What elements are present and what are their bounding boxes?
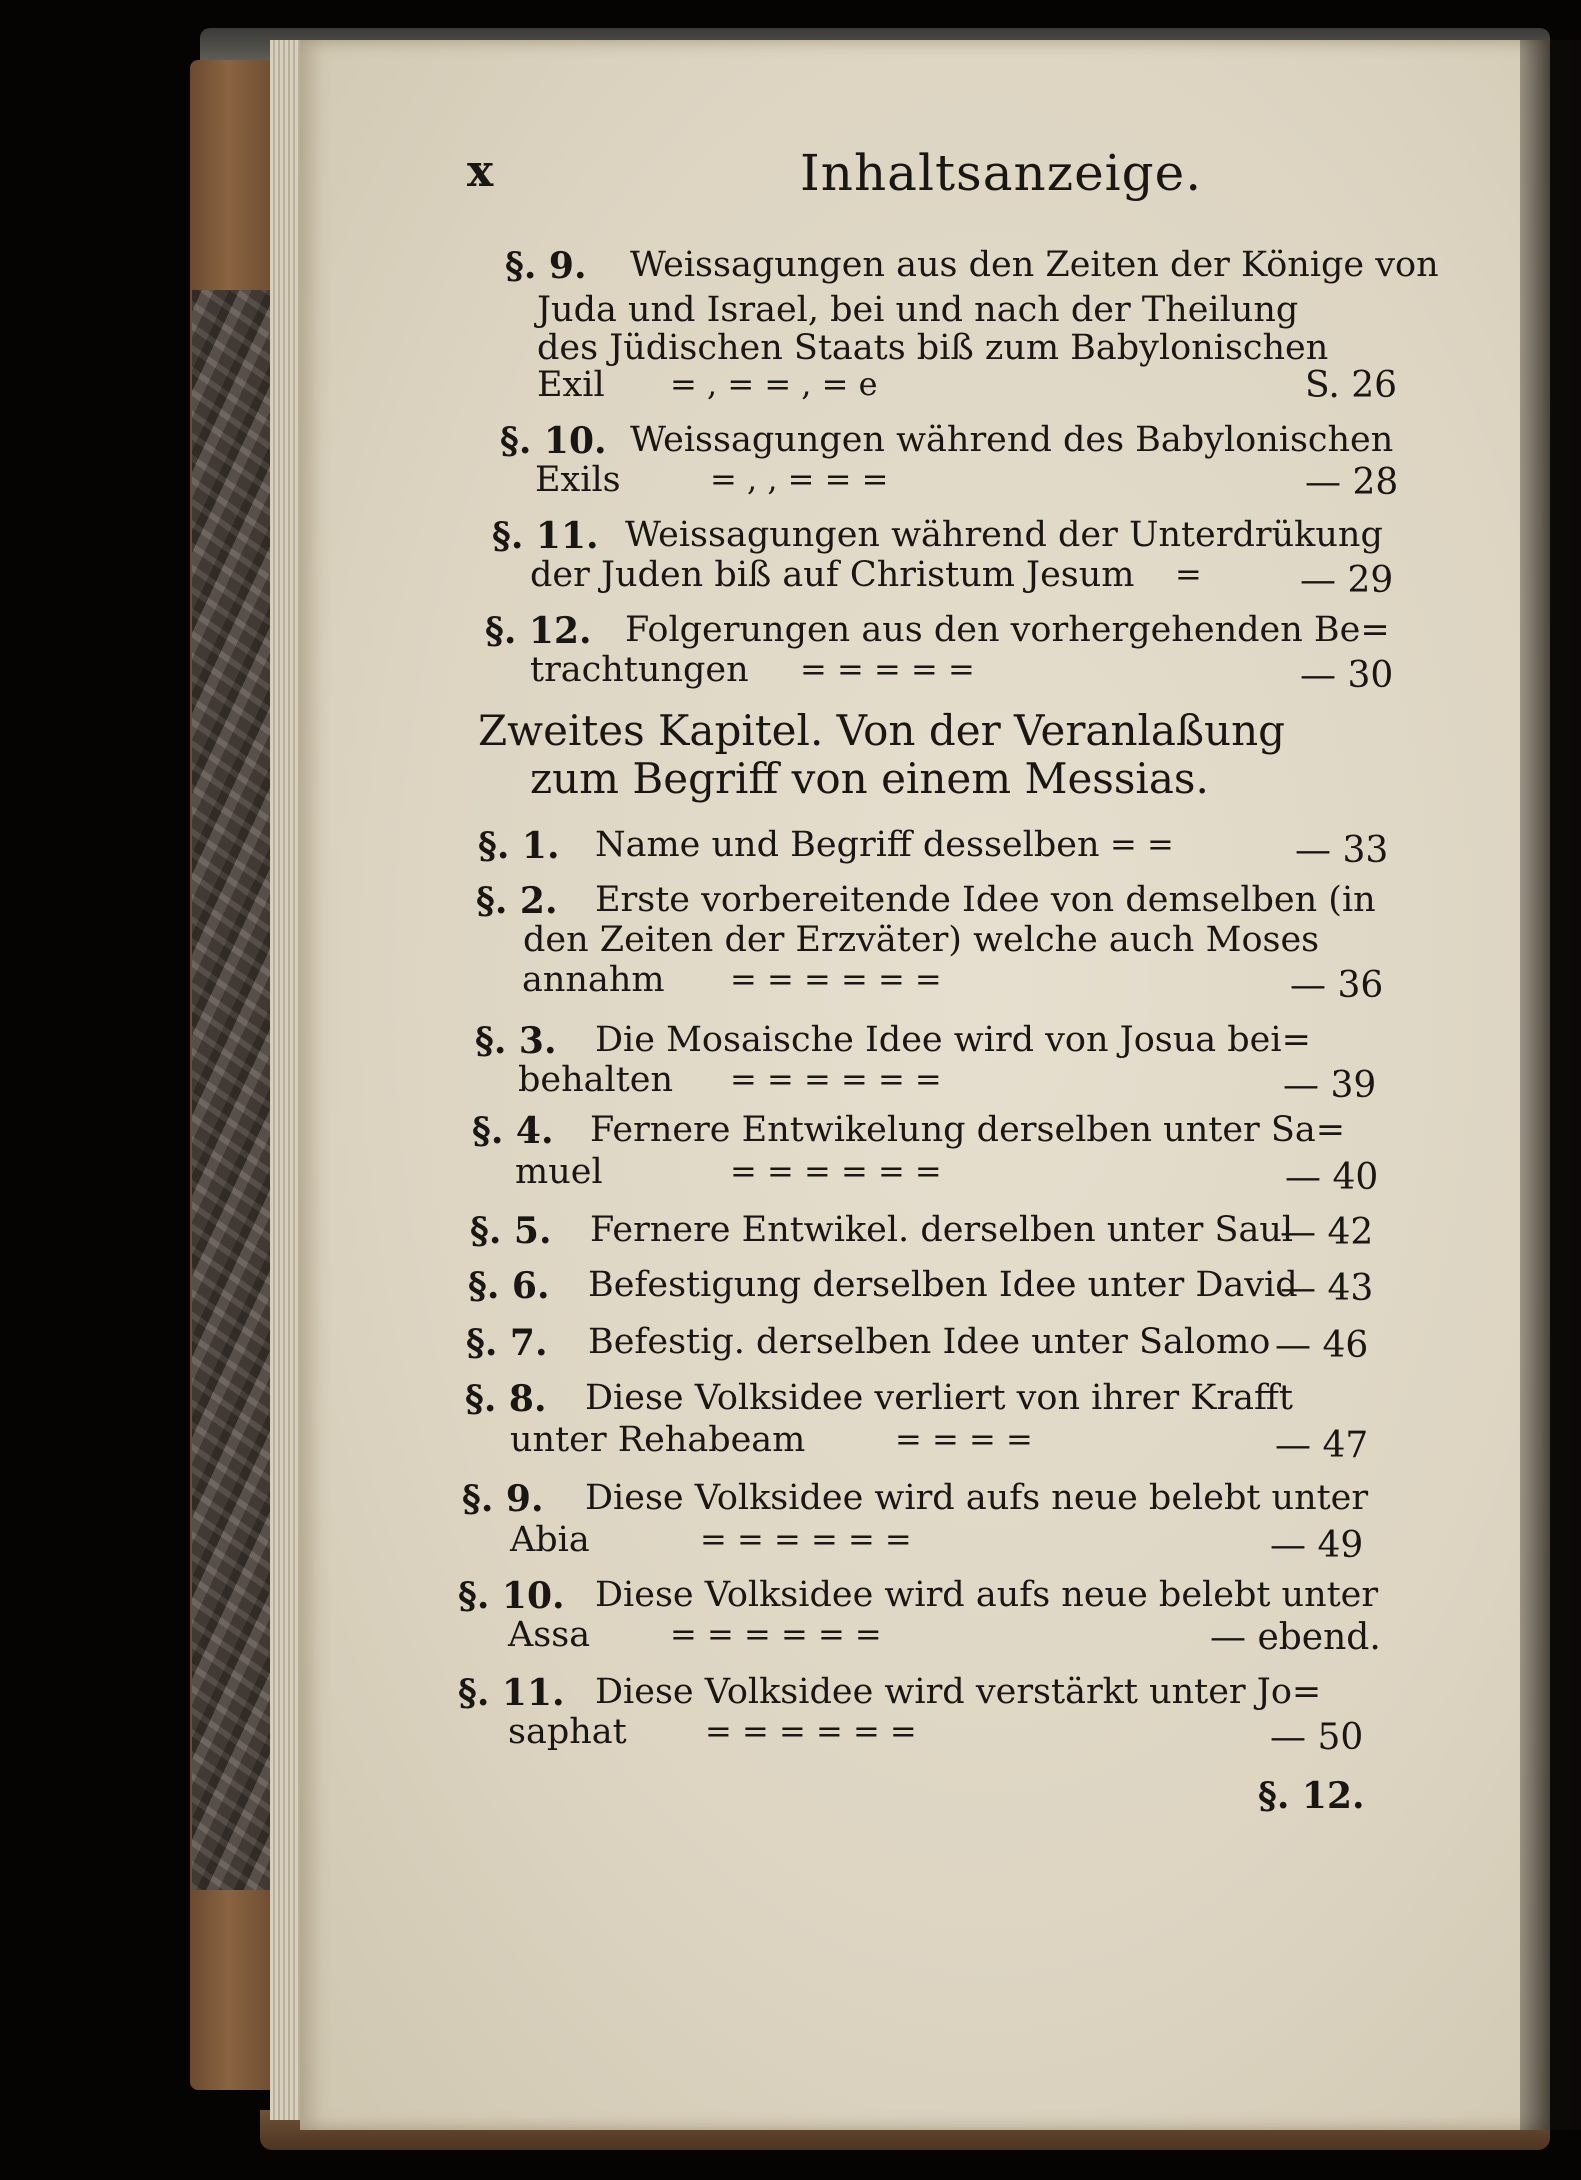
entry-line: Exil xyxy=(537,365,605,405)
entry-line: annahm xyxy=(522,960,665,1000)
page-ref: — 29 xyxy=(1300,560,1394,601)
section-number: §. 2. xyxy=(476,880,558,922)
section-number: §. 6. xyxy=(468,1265,550,1307)
entry-line: Abia xyxy=(510,1520,590,1560)
entry-line: Fernere Entwikelung derselben unter Sa= xyxy=(590,1110,1346,1150)
gutter-shadow xyxy=(1520,40,1581,2130)
page-ref: — 46 xyxy=(1275,1325,1369,1366)
leader-dots: = = = = = = xyxy=(730,960,942,998)
entry-line: Folgerungen aus den vorhergehenden Be= xyxy=(625,610,1390,650)
entry-line: Assa xyxy=(508,1615,591,1655)
entry-line: den Zeiten der Erzväter) welche auch Moses xyxy=(523,920,1320,960)
entry-line: Fernere Entwikel. derselben unter Saul xyxy=(590,1210,1294,1250)
section-number: §. 9. xyxy=(505,245,587,287)
page-ref: — 49 xyxy=(1270,1525,1364,1566)
leader-dots: = = = = = xyxy=(800,650,975,688)
entry-line: behalten xyxy=(518,1060,674,1100)
section-number: §. 8. xyxy=(465,1378,547,1420)
page-ref: — 50 xyxy=(1270,1717,1364,1758)
entry-line: Name und Begriff desselben xyxy=(595,825,1100,865)
leader-dots: = = = = = = xyxy=(700,1520,912,1558)
page-ref: — 42 xyxy=(1280,1212,1374,1253)
entry-line: unter Rehabeam xyxy=(510,1420,806,1460)
entry-line: trachtungen xyxy=(530,650,749,690)
leader-dots: = = xyxy=(1110,825,1174,863)
page-ref: — 40 xyxy=(1285,1157,1379,1198)
page-ref: — 39 xyxy=(1283,1065,1377,1106)
entry-line: Erste vorbereitende Idee von demselben (in xyxy=(595,880,1376,920)
entry-line: Weissagungen während des Babylonischen xyxy=(630,420,1394,460)
section-number: §. 3. xyxy=(475,1020,557,1062)
entry-line: Weissagungen während der Unterdrükung xyxy=(625,515,1383,555)
page-ref: — 36 xyxy=(1290,965,1384,1006)
entry-line: Weissagungen aus den Zeiten der Könige von xyxy=(630,245,1439,285)
entry-line: saphat xyxy=(508,1712,627,1752)
section-number: §. 4. xyxy=(472,1110,554,1152)
leader-dots: = = = = = = xyxy=(705,1712,917,1750)
page-ref: — 47 xyxy=(1275,1425,1369,1466)
entry-line: Diese Volksidee wird verstärkt unter Jo= xyxy=(595,1672,1322,1712)
page-ref: — ebend. xyxy=(1210,1617,1381,1658)
section-number: §. 10. xyxy=(458,1575,565,1617)
chapter-heading: Zweites Kapitel. Von der Veranlaßung xyxy=(478,706,1286,755)
leader-dots: = = = = xyxy=(895,1420,1033,1458)
leader-dots: = , = = , = e xyxy=(670,365,878,403)
entry-line: muel xyxy=(515,1152,603,1192)
page-ref: — 30 xyxy=(1300,655,1394,696)
page-ref: — 43 xyxy=(1280,1268,1374,1309)
leader-dots: = xyxy=(1175,555,1202,593)
section-number: §. 11. xyxy=(458,1672,565,1714)
entry-line: Befestig. derselben Idee unter Salomo xyxy=(588,1322,1271,1362)
running-head: Inhaltsanzeige. xyxy=(800,144,1203,202)
page-ref: — 33 xyxy=(1295,830,1389,871)
entry-line: Die Mosaische Idee wird von Josua bei= xyxy=(595,1020,1311,1060)
section-number: §. 1. xyxy=(478,825,560,867)
section-number: §. 9. xyxy=(462,1478,544,1520)
section-number: §. 7. xyxy=(466,1322,548,1364)
entry-line: Exils xyxy=(535,460,621,500)
page-number: x xyxy=(467,146,494,197)
entry-line: Befestigung derselben Idee unter David xyxy=(588,1265,1298,1305)
catchword: §. 12. xyxy=(1258,1775,1365,1817)
leader-dots: = , , = = = xyxy=(710,460,889,498)
leader-dots: = = = = = = xyxy=(730,1060,942,1098)
entry-line: des Jüdischen Staats biß zum Babylonischen xyxy=(537,328,1329,368)
entry-line: Diese Volksidee wird aufs neue belebt unter xyxy=(595,1575,1379,1615)
entry-line: Diese Volksidee wird aufs neue belebt unter xyxy=(585,1478,1369,1518)
section-number: §. 11. xyxy=(492,515,599,557)
leader-dots: = = = = = = xyxy=(730,1152,942,1190)
chapter-heading-line-2: zum Begriff von einem Messias. xyxy=(530,754,1209,803)
page-ref: S. 26 xyxy=(1305,365,1398,406)
entry-line: Diese Volksidee verliert von ihrer Krafft xyxy=(585,1378,1293,1418)
section-number: §. 12. xyxy=(485,610,592,652)
entry-line: der Juden biß auf Christum Jesum xyxy=(530,555,1135,595)
leader-dots: = = = = = = xyxy=(670,1615,882,1653)
page-ref: — 28 xyxy=(1305,462,1399,503)
entry-line: Juda und Israel, bei und nach der Theilung xyxy=(537,290,1299,330)
section-number: §. 10. xyxy=(500,420,607,462)
section-number: §. 5. xyxy=(470,1210,552,1252)
